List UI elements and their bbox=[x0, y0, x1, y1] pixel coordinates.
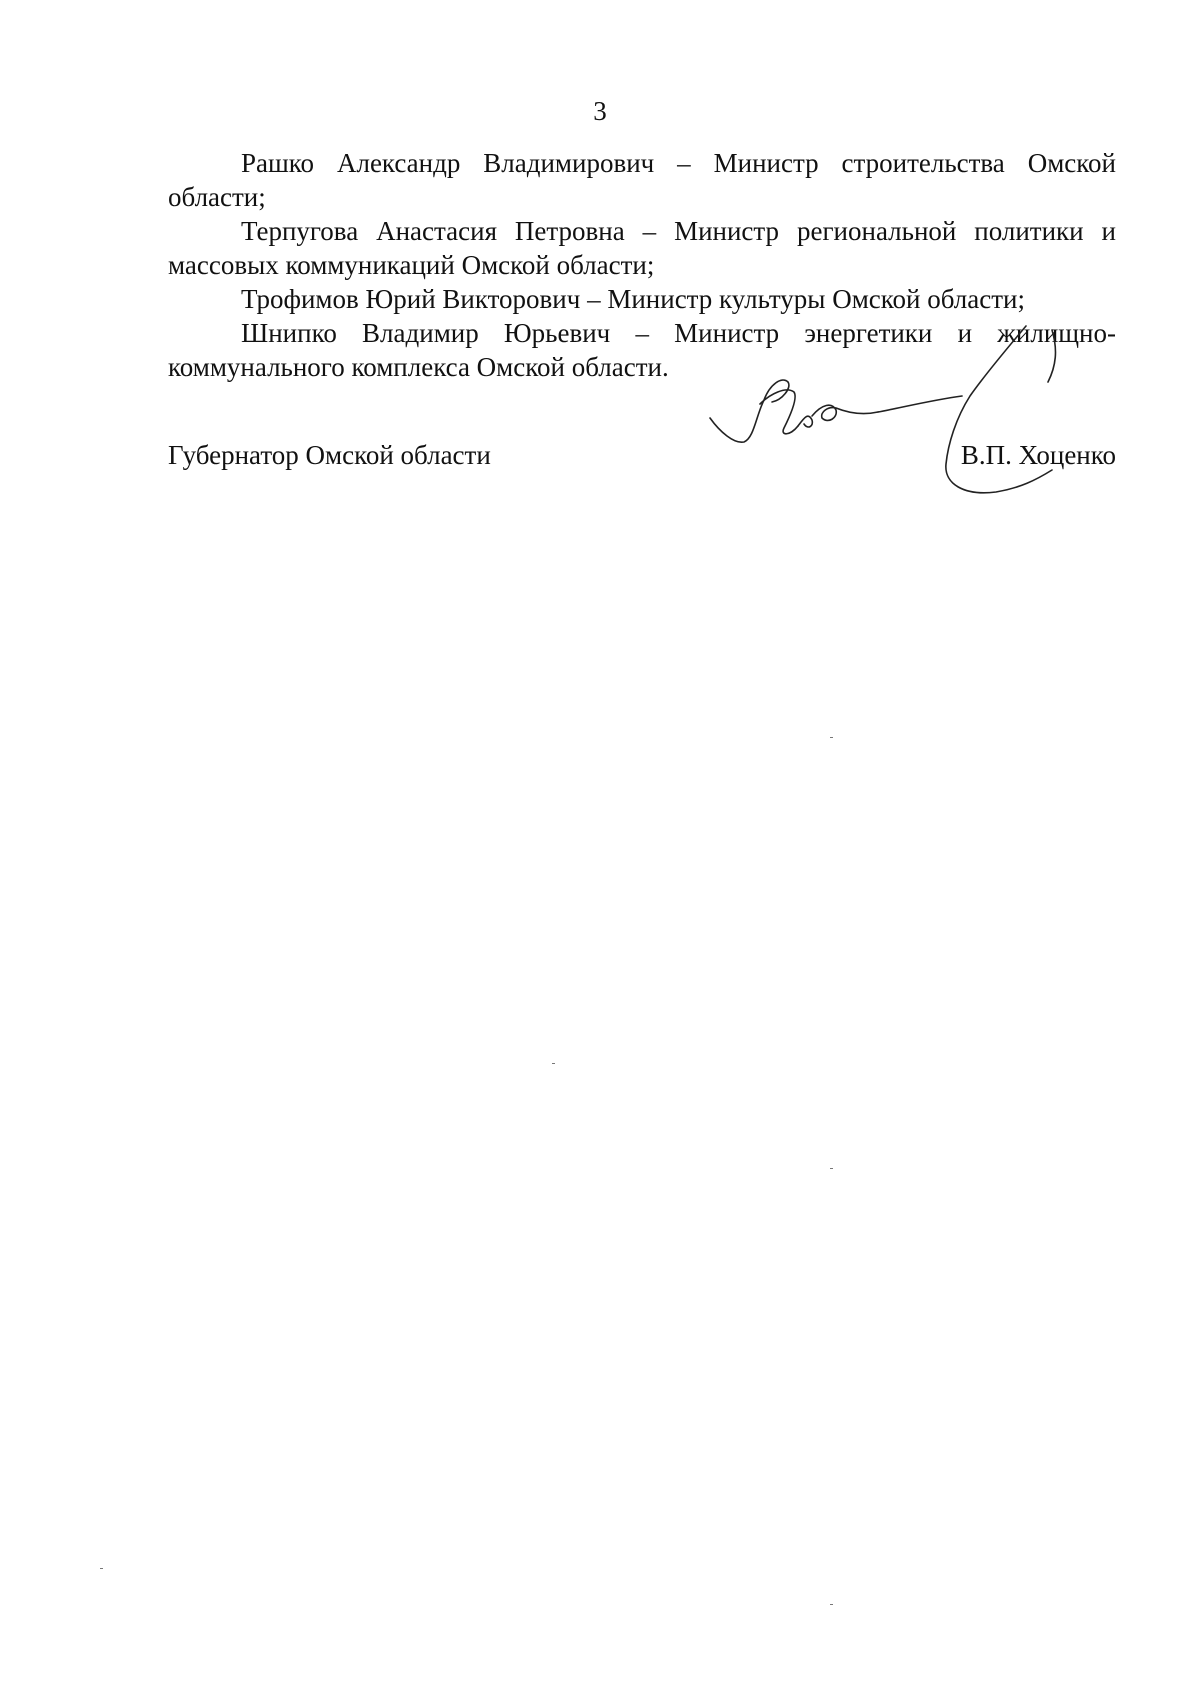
scan-speck bbox=[830, 1604, 833, 1605]
page-number: 3 bbox=[593, 96, 607, 126]
scan-speck bbox=[830, 737, 833, 738]
scan-speck bbox=[830, 1168, 833, 1169]
list-item: Терпугова Анастасия Петровна – Министр региональной политики и массовых коммуникаций Омской области; bbox=[168, 216, 1116, 280]
scan-speck bbox=[100, 1568, 103, 1569]
list-item: Трофимов Юрий Викторович – Министр культуры Омской области; bbox=[241, 284, 1025, 314]
signature-block bbox=[168, 440, 1116, 480]
signer-name: В.П. Хоценко bbox=[960, 440, 1116, 470]
list-item: Рашко Александр Владимирович – Министр строительства Омской области; bbox=[168, 148, 1116, 212]
list-item: Шнипко Владимир Юрьевич – Министр энергетики и жилищно-коммунального комплекса Омской области. bbox=[168, 318, 1116, 382]
scan-speck bbox=[552, 1063, 555, 1064]
signer-title: Губернатор Омской области bbox=[168, 440, 491, 470]
ministers-list bbox=[168, 146, 1116, 384]
